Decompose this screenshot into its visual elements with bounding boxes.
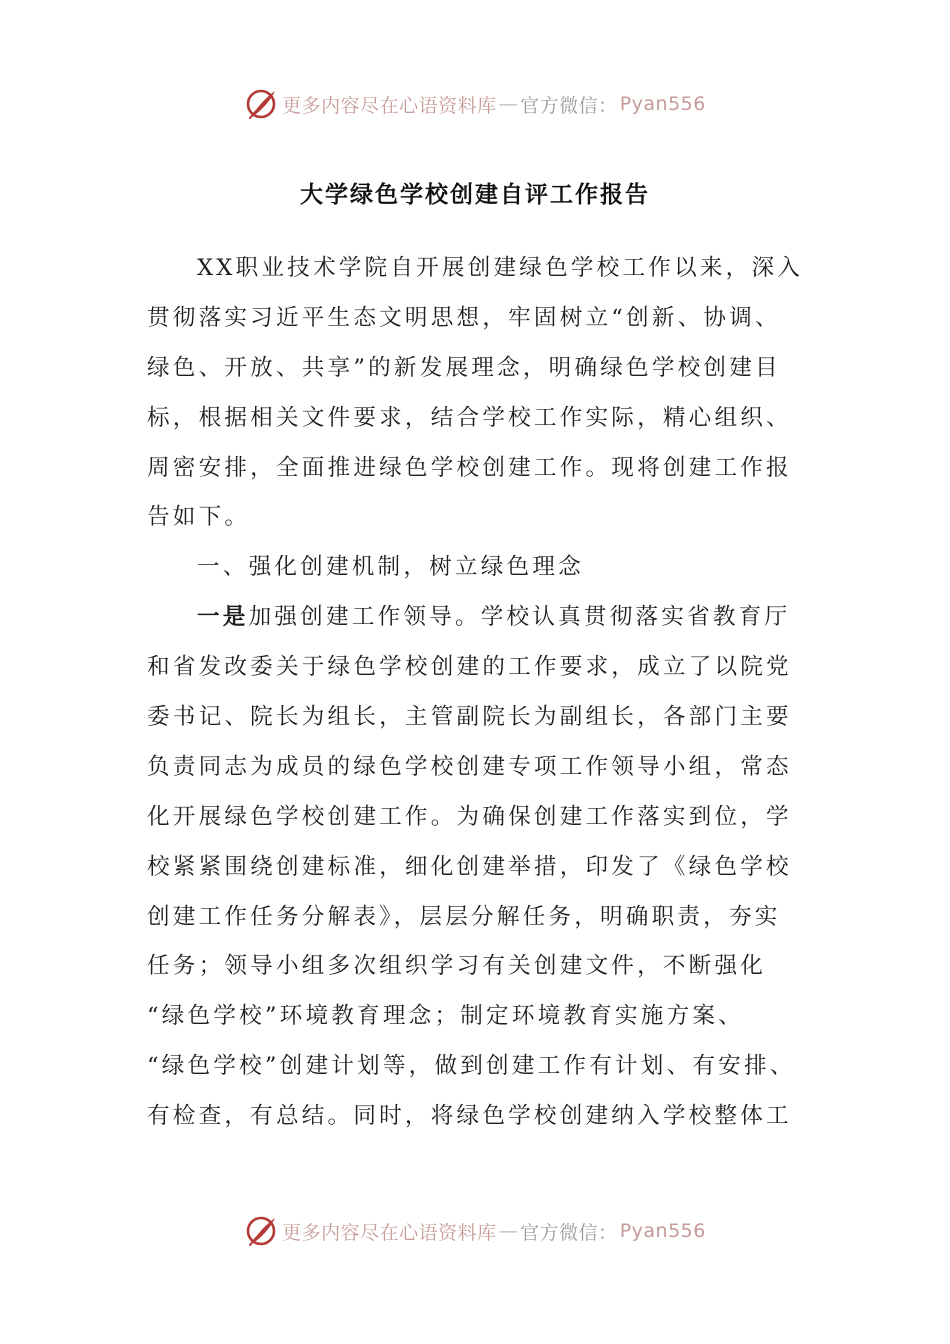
- banner-site-text: 更多内容尽在心语资料库: [282, 1221, 497, 1244]
- paragraph-line: 周密安排，全面推进绿色学校创建工作。现将创建工作报: [147, 454, 792, 481]
- banner-wechat-id: Pyan556: [619, 93, 706, 115]
- paragraph-line: “绿色学校”环境教育理念；制定环境教育实施方案、: [147, 1003, 744, 1030]
- quill-logo-icon: [244, 87, 278, 121]
- paragraph-line: 委书记、院长为组长，主管副院长为副组长，各部门主要: [147, 704, 792, 731]
- paragraph-line: 化开展绿色学校创建工作。为确保创建工作落实到位，学: [147, 803, 792, 830]
- paragraph-line: 标，根据相关文件要求，结合学校工作实际，精心组织、: [147, 404, 792, 431]
- item-lead-bold: 一是: [197, 604, 249, 631]
- banner-site-text: 更多内容尽在心语资料库: [282, 94, 497, 117]
- banner-wechat-label: 官方微信：: [520, 94, 618, 117]
- paragraph-line: 负责同志为成员的绿色学校创建专项工作领导小组，常态: [147, 753, 792, 780]
- document-body: [147, 244, 804, 1142]
- banner-wechat-id: Pyan556: [619, 1220, 706, 1242]
- paragraph-line: 告如下。: [147, 504, 251, 531]
- quill-logo-icon: [244, 1214, 278, 1248]
- paragraph-line: XX职业技术学院自开展创建绿色学校工作以来，深入: [197, 255, 804, 281]
- paragraph-line: 任务；领导小组多次组织学习有关创建文件，不断强化: [147, 953, 767, 980]
- banner-dash: —: [498, 93, 519, 115]
- paragraph-line: 贯彻落实习近平生态文明思想，牢固树立“创新、协调、: [147, 304, 781, 331]
- item-first-line: [147, 593, 797, 643]
- banner-dash: —: [498, 1220, 519, 1242]
- document-title: 大学绿色学校创建自评工作报告: [300, 182, 650, 208]
- paragraph-line: “绿色学校”创建计划等，做到创建工作有计划、有安排、: [147, 1053, 796, 1080]
- paragraph-line: 绿色、开放、共享”的新发展理念，明确绿色学校创建目: [147, 354, 781, 381]
- item-first-line-text: 加强创建工作领导。学校认真贯彻落实省教育厅: [248, 604, 791, 631]
- paragraph-line: 校紧紧围绕创建标准，细化创建举措，印发了《绿色学校: [147, 853, 792, 880]
- paragraph-line: 有检查，有总结。同时，将绿色学校创建纳入学校整体工: [147, 1103, 792, 1130]
- banner-wechat-label: 官方微信：: [520, 1221, 618, 1244]
- paragraph-line: 和省发改委关于绿色学校创建的工作要求，成立了以院党: [147, 654, 792, 681]
- paragraph-line: 创建工作任务分解表》，层层分解任务，明确职责，夯实: [147, 903, 781, 930]
- footer-watermark-banner: [0, 1211, 950, 1251]
- section-heading: 一、强化创建机制，树立绿色理念: [197, 554, 584, 581]
- header-watermark-banner: [0, 84, 950, 124]
